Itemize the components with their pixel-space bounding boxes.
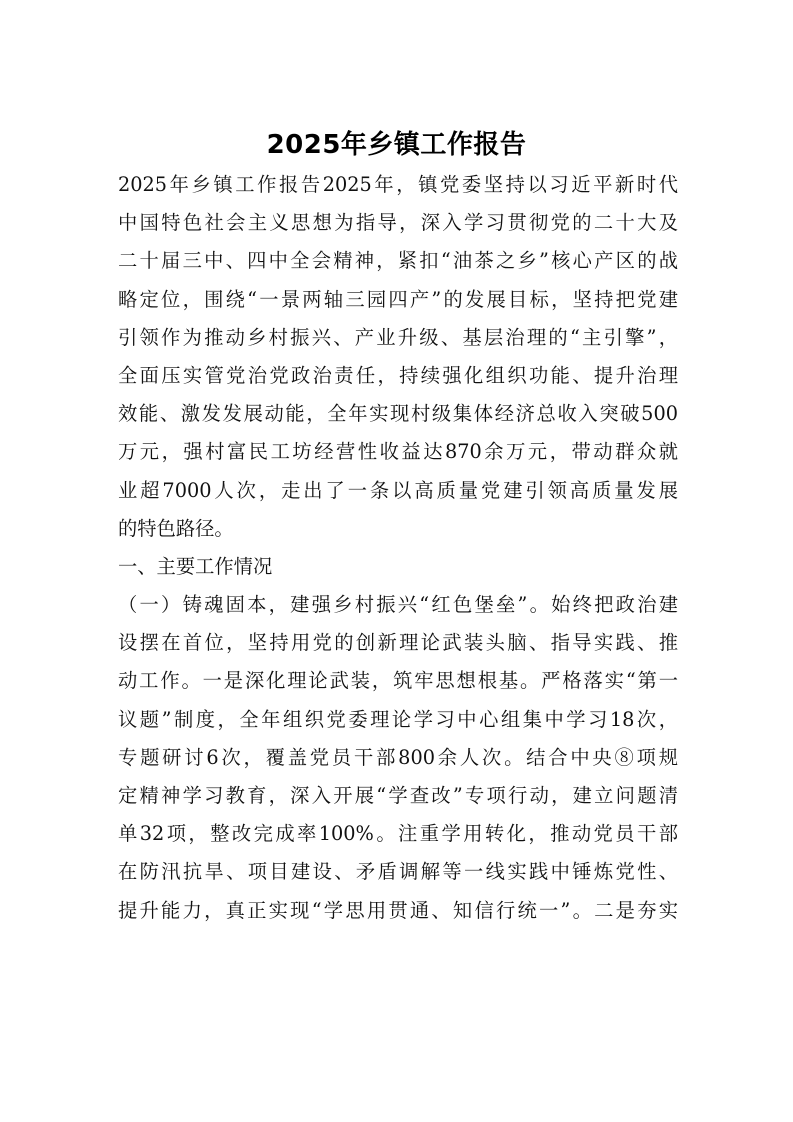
body-line: 二十届三中、四中全会精神，紧扣“油茶之乡”核心产区的战 [118,249,678,273]
body-line: 引领作为推动乡村振兴、产业升级、基层治理的“主引擎”， [118,325,678,349]
section-heading: 一、主要工作情况 [118,554,273,578]
body-line: 万元，强村富民工坊经营性收益达870余万元，带动群众就 [118,440,678,464]
body-line: 动工作。一是深化理论武装，筑牢思想根基。严格落实“第一 [118,669,678,693]
body-line: 业超7000人次，走出了一条以高质量党建引领高质量发展 [118,478,678,502]
body-line: 效能、激发发展动能，全年实现村级集体经济总收入突破500 [118,402,678,426]
body-line: （一）铸魂固本，建强乡村振兴“红色堡垒”。始终把政治建 [118,593,678,617]
body-line: 单32项，整改完成率100%。注重学用转化，推动党员干部 [118,822,678,846]
body-line: 设摆在首位，坚持用党的创新理论武装头脑、指导实践、推 [118,631,678,655]
body-line: 的特色路径。 [118,516,234,540]
body-line: 议题”制度，全年组织党委理论学习中心组集中学习18次， [118,707,678,731]
document-title: 2025年乡镇工作报告 [266,130,527,160]
body-line: 在防汛抗旱、项目建设、矛盾调解等一线实践中锤炼党性、 [118,860,678,884]
body-line: 略定位，围绕“一景两轴三园四产”的发展目标，坚持把党建 [118,287,678,311]
body-line: 全面压实管党治党政治责任，持续强化组织功能、提升治理 [118,363,678,387]
body-line: 定精神学习教育，深入开展“学查改”专项行动，建立问题清 [118,784,678,807]
body-line: 专题研讨6次，覆盖党员干部800余人次。结合中央⑧项规 [118,745,678,769]
document-body [118,166,678,930]
body-line: 中国特色社会主义思想为指导，深入学习贯彻党的二十大及 [118,211,678,235]
body-line: 提升能力，真正实现“学思用贯通、知信行统一”。二是夯实 [118,898,678,922]
body-line: 2025年乡镇工作报告2025年，镇党委坚持以习近平新时代 [118,173,678,196]
